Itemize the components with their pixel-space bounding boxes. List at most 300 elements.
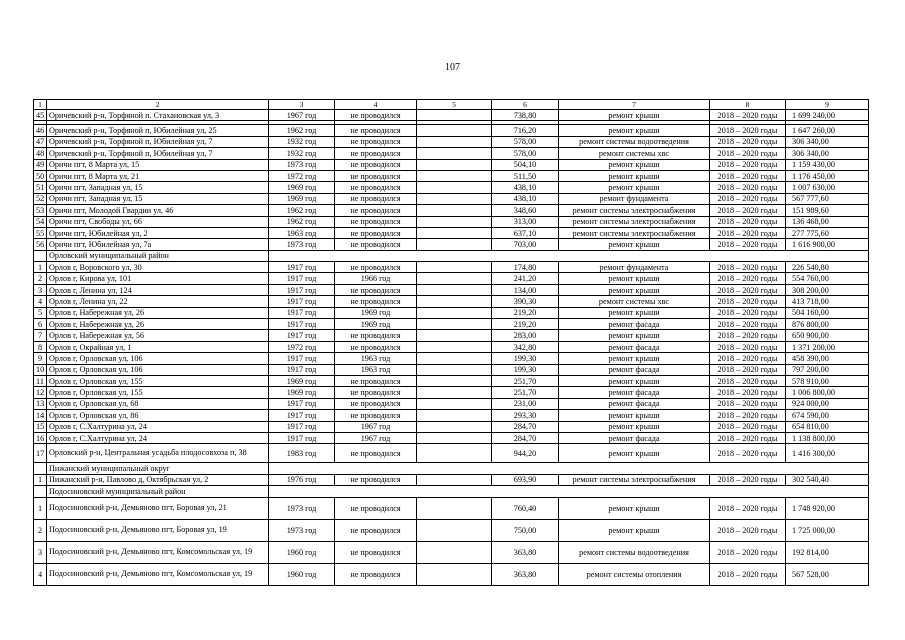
section-empty-cell [269,463,869,474]
cost-cell: 578 910,00 [786,375,869,386]
table-row [34,497,869,519]
extra-cell [417,387,492,398]
last-repair-cell: не проводился [335,387,417,398]
address-cell: Орлов г, С.Халтурина ул, 24 [47,421,269,432]
table-row [34,353,869,364]
table-body [34,100,869,586]
last-repair-cell: не проводился [335,296,417,307]
table-row [34,273,869,284]
year-built-cell: 1976 год [269,474,335,485]
row-number-cell: 51 [34,182,47,193]
cost-cell: 308 200,00 [786,284,869,295]
year-built-cell: 1969 год [269,193,335,204]
area-cell: 693,90 [492,474,559,485]
work-type-cell: ремонт крыши [559,444,710,463]
address-cell: Орлов г, Набережная ул, 26 [47,307,269,318]
last-repair-cell: 1969 год [335,307,417,318]
year-built-cell: 1973 год [269,159,335,170]
work-type-cell: ремонт крыши [559,375,710,386]
period-cell: 2018 – 2020 годы [710,444,786,463]
address-cell: Оричевский р-н, Торфяной п, Юбилейная ул, 7 [47,148,269,159]
address-cell: Орлов г, Орловская ул, 155 [47,375,269,386]
table-row [34,432,869,443]
row-number-cell: 52 [34,193,47,204]
work-type-cell: ремонт крыши [559,125,710,136]
last-repair-cell: не проводился [335,474,417,485]
year-built-cell: 1917 год [269,273,335,284]
repair-register-table [33,99,869,586]
work-type-cell: ремонт крыши [559,159,710,170]
year-built-cell: 1969 год [269,375,335,386]
address-cell: Подосиновский р-н, Демьяново пгт, Комсомольская ул, 19 [47,541,269,563]
extra-cell [417,319,492,330]
work-type-cell: ремонт крыши [559,421,710,432]
area-cell: 219,20 [492,319,559,330]
extra-cell [417,330,492,341]
last-repair-cell: не проводился [335,284,417,295]
municipality-section-row [34,486,869,497]
period-cell: 2018 – 2020 годы [710,375,786,386]
year-built-cell: 1917 год [269,307,335,318]
last-repair-cell: 1963 год [335,364,417,375]
period-cell: 2018 – 2020 годы [710,170,786,181]
cost-cell: 1 416 300,00 [786,444,869,463]
year-built-cell: 1973 год [269,497,335,519]
extra-cell [417,148,492,159]
extra-cell [417,341,492,352]
year-built-cell: 1917 год [269,262,335,273]
year-built-cell: 1917 год [269,284,335,295]
year-built-cell: 1962 год [269,125,335,136]
extra-cell [417,353,492,364]
address-cell: Орлов г, Орловская ул, 155 [47,387,269,398]
year-built-cell: 1963 год [269,227,335,238]
work-type-cell: ремонт фундамента [559,262,710,273]
year-built-cell: 1969 год [269,387,335,398]
work-type-cell: ремонт крыши [559,307,710,318]
row-number-cell: 48 [34,148,47,159]
period-cell: 2018 – 2020 годы [710,307,786,318]
extra-cell [417,216,492,227]
year-built-cell: 1962 год [269,205,335,216]
area-cell: 504,10 [492,159,559,170]
table-row [34,421,869,432]
period-cell: 2018 – 2020 годы [710,330,786,341]
work-type-cell: ремонт крыши [559,330,710,341]
period-cell: 2018 – 2020 годы [710,296,786,307]
work-type-cell: ремонт фасада [559,319,710,330]
table-row [34,398,869,409]
last-repair-cell: не проводился [335,148,417,159]
period-cell: 2018 – 2020 годы [710,563,786,585]
address-cell: Орлов г, Орловская ул, 106 [47,353,269,364]
last-repair-cell: 1966 год [335,273,417,284]
last-repair-cell: не проводился [335,182,417,193]
area-cell: 438,10 [492,182,559,193]
cost-cell: 136 468,00 [786,216,869,227]
extra-cell [417,273,492,284]
column-number-header: 7 [559,100,710,110]
address-cell: Подосиновский р-н, Демьяново пгт, Комсомольская ул, 19 [47,563,269,585]
year-built-cell: 1973 год [269,239,335,250]
extra-cell [417,398,492,409]
area-cell: 231,00 [492,398,559,409]
area-cell: 313,00 [492,216,559,227]
work-type-cell: ремонт крыши [559,410,710,421]
area-cell: 199,30 [492,364,559,375]
extra-cell [417,193,492,204]
area-cell: 716,20 [492,125,559,136]
table-row [34,541,869,563]
cost-cell: 277 775,60 [786,227,869,238]
table-row [34,284,869,295]
area-cell: 284,70 [492,421,559,432]
last-repair-cell: не проводился [335,205,417,216]
cost-cell: 1 138 800,00 [786,432,869,443]
area-cell: 174,80 [492,262,559,273]
column-number-header: 5 [417,100,492,110]
section-empty-cell [269,486,869,497]
year-built-cell: 1969 год [269,182,335,193]
table-row [34,330,869,341]
page-number: 107 [445,62,460,73]
work-type-cell: ремонт системы водоотведения [559,136,710,147]
address-cell: Оричи пгт, 8 Марта ул, 21 [47,170,269,181]
row-number-cell: 4 [34,296,47,307]
row-number-cell: 5 [34,307,47,318]
address-cell: Оричи пгт, Западная ул, 15 [47,193,269,204]
row-number-cell: 56 [34,239,47,250]
row-number-cell: 2 [34,519,47,541]
work-type-cell: ремонт фасада [559,432,710,443]
year-built-cell: 1917 год [269,353,335,364]
period-cell: 2018 – 2020 годы [710,410,786,421]
column-number-header: 3 [269,100,335,110]
year-built-cell: 1932 год [269,136,335,147]
year-built-cell: 1932 год [269,148,335,159]
work-type-cell: ремонт фасада [559,341,710,352]
table-row [34,375,869,386]
area-cell: 251,70 [492,387,559,398]
address-cell: Оричевский р-н, Торфяной п, Юбилейная ул, 7 [47,136,269,147]
area-cell: 637,10 [492,227,559,238]
row-number-cell: 12 [34,387,47,398]
cost-cell: 567 528,00 [786,563,869,585]
period-cell: 2018 – 2020 годы [710,398,786,409]
cost-cell: 504 160,00 [786,307,869,318]
work-type-cell: ремонт системы электроснабжения [559,216,710,227]
work-type-cell: ремонт фундамента [559,193,710,204]
work-type-cell: ремонт крыши [559,273,710,284]
last-repair-cell: 1967 год [335,421,417,432]
year-built-cell: 1917 год [269,364,335,375]
period-cell: 2018 – 2020 годы [710,387,786,398]
period-cell: 2018 – 2020 годы [710,205,786,216]
cost-cell: 302 540,40 [786,474,869,485]
work-type-cell: ремонт крыши [559,284,710,295]
period-cell: 2018 – 2020 годы [710,239,786,250]
cost-cell: 567 777,60 [786,193,869,204]
row-number-cell: 17 [34,444,47,463]
last-repair-cell: не проводился [335,341,417,352]
section-number-cell [34,486,47,497]
address-cell: Оричи пгт, Свободы ул, 66 [47,216,269,227]
row-number-cell: 45 [34,110,47,121]
period-cell: 2018 – 2020 годы [710,125,786,136]
year-built-cell: 1960 год [269,541,335,563]
cost-cell: 1 616 900,00 [786,239,869,250]
column-number-header: 9 [786,100,869,110]
table-row [34,193,869,204]
cost-cell: 1 159 430,00 [786,159,869,170]
last-repair-cell: не проводился [335,497,417,519]
period-cell: 2018 – 2020 годы [710,319,786,330]
work-type-cell: ремонт крыши [559,497,710,519]
row-number-cell: 50 [34,170,47,181]
address-cell: Орлов г, Орловская ул, 86 [47,410,269,421]
cost-cell: 1 176 450,00 [786,170,869,181]
period-cell: 2018 – 2020 годы [710,341,786,352]
last-repair-cell: не проводился [335,375,417,386]
extra-cell [417,136,492,147]
row-number-cell: 15 [34,421,47,432]
area-cell: 284,70 [492,432,559,443]
table-row [34,148,869,159]
extra-cell [417,170,492,181]
area-cell: 283,00 [492,330,559,341]
last-repair-cell: не проводился [335,330,417,341]
section-number-cell [34,463,47,474]
cost-cell: 1 748 920,00 [786,497,869,519]
address-cell: Орлов г, Орловская ул, 106 [47,364,269,375]
last-repair-cell: 1963 год [335,353,417,364]
work-type-cell: ремонт крыши [559,239,710,250]
table-row [34,159,869,170]
work-type-cell: ремонт системы электроснабжения [559,205,710,216]
address-cell: Подосиновский р-н, Демьяново пгт, Боровая ул, 21 [47,497,269,519]
year-built-cell: 1917 год [269,410,335,421]
last-repair-cell: не проводился [335,519,417,541]
last-repair-cell: не проводился [335,170,417,181]
last-repair-cell: 1969 год [335,319,417,330]
table-row [34,205,869,216]
area-cell: 760,40 [492,497,559,519]
period-cell: 2018 – 2020 годы [710,216,786,227]
table-row [34,227,869,238]
address-cell: Оричевский р-н, Торфяной п, Юбилейная ул, 25 [47,125,269,136]
period-cell: 2018 – 2020 годы [710,159,786,170]
extra-cell [417,410,492,421]
row-number-cell: 55 [34,227,47,238]
table-row [34,182,869,193]
period-cell: 2018 – 2020 годы [710,110,786,121]
work-type-cell: ремонт системы отопления [559,563,710,585]
cost-cell: 1 006 800,00 [786,387,869,398]
address-cell: Орлов г, Набережная ул, 26 [47,319,269,330]
table-row [34,341,869,352]
section-empty-cell [269,250,869,261]
year-built-cell: 1917 год [269,432,335,443]
row-number-cell: 1 [34,497,47,519]
work-type-cell: ремонт фасада [559,387,710,398]
last-repair-cell: не проводился [335,159,417,170]
area-cell: 578,00 [492,136,559,147]
period-cell: 2018 – 2020 годы [710,262,786,273]
row-number-cell: 4 [34,563,47,585]
cost-cell: 1 371 200,00 [786,341,869,352]
area-cell: 219,20 [492,307,559,318]
extra-cell [417,262,492,273]
period-cell: 2018 – 2020 годы [710,182,786,193]
area-cell: 750,00 [492,519,559,541]
table-row [34,410,869,421]
row-number-cell: 13 [34,398,47,409]
work-type-cell: ремонт крыши [559,170,710,181]
period-cell: 2018 – 2020 годы [710,541,786,563]
year-built-cell: 1917 год [269,330,335,341]
address-cell: Оричи пгт, Юбилейная ул, 7а [47,239,269,250]
cost-cell: 413 718,00 [786,296,869,307]
address-cell: Оричи пгт, Молодой Гвардии ул, 46 [47,205,269,216]
area-cell: 342,80 [492,341,559,352]
last-repair-cell: не проводился [335,110,417,121]
cost-cell: 306 340,00 [786,136,869,147]
extra-cell [417,182,492,193]
year-built-cell: 1917 год [269,398,335,409]
cost-cell: 650 900,00 [786,330,869,341]
year-built-cell: 1962 год [269,216,335,227]
row-number-cell: 8 [34,341,47,352]
address-cell: Пижанский р-н, Павлово д, Октябрьская ул, 2 [47,474,269,485]
area-cell: 511,50 [492,170,559,181]
table-row [34,110,869,121]
address-cell: Оричи пгт, Юбилейная ул, 2 [47,227,269,238]
column-number-header: 8 [710,100,786,110]
period-cell: 2018 – 2020 годы [710,421,786,432]
address-cell: Орлов г, Ленина ул, 22 [47,296,269,307]
cost-cell: 458 390,00 [786,353,869,364]
municipality-section-title: Подосиновский муниципальный район [47,486,269,497]
address-cell: Подосиновский р-н, Демьяново пгт, Боровая ул, 19 [47,519,269,541]
period-cell: 2018 – 2020 годы [710,148,786,159]
cost-cell: 151 989,60 [786,205,869,216]
year-built-cell: 1972 год [269,341,335,352]
area-cell: 944,20 [492,444,559,463]
column-number-header: 2 [47,100,269,110]
extra-cell [417,239,492,250]
row-number-cell: 47 [34,136,47,147]
row-number-cell: 6 [34,319,47,330]
last-repair-cell: не проводился [335,563,417,585]
section-number-cell [34,250,47,261]
table-row [34,364,869,375]
last-repair-cell: не проводился [335,541,417,563]
table-row [34,239,869,250]
extra-cell [417,296,492,307]
row-number-cell: 1 [34,262,47,273]
period-cell: 2018 – 2020 годы [710,227,786,238]
last-repair-cell: не проводился [335,239,417,250]
address-cell: Орлов г, Набережная ул, 56 [47,330,269,341]
last-repair-cell: не проводился [335,410,417,421]
extra-cell [417,159,492,170]
row-number-cell: 54 [34,216,47,227]
area-cell: 363,80 [492,563,559,585]
year-built-cell: 1960 год [269,563,335,585]
area-cell: 438,10 [492,193,559,204]
cost-cell: 674 590,00 [786,410,869,421]
extra-cell [417,541,492,563]
table-row [34,136,869,147]
row-number-cell: 46 [34,125,47,136]
cost-cell: 1 007 630,00 [786,182,869,193]
extra-cell [417,284,492,295]
work-type-cell: ремонт системы электроснабжения [559,474,710,485]
cost-cell: 1 699 240,00 [786,110,869,121]
table-row [34,387,869,398]
extra-cell [417,444,492,463]
extra-cell [417,497,492,519]
cost-cell: 192 814,00 [786,541,869,563]
work-type-cell: ремонт крыши [559,110,710,121]
area-cell: 348,60 [492,205,559,216]
last-repair-cell: не проводился [335,136,417,147]
table-row [34,474,869,485]
year-built-cell: 1973 год [269,519,335,541]
address-cell: Орлов г, Окрайная ул, 1 [47,341,269,352]
address-cell: Оричи пгт, Западная ул, 15 [47,182,269,193]
cost-cell: 306 340,00 [786,148,869,159]
year-built-cell: 1983 год [269,444,335,463]
row-number-cell: 14 [34,410,47,421]
area-cell: 199,30 [492,353,559,364]
cost-cell: 1 725 000,00 [786,519,869,541]
period-cell: 2018 – 2020 годы [710,353,786,364]
area-cell: 578,00 [492,148,559,159]
last-repair-cell: не проводился [335,216,417,227]
period-cell: 2018 – 2020 годы [710,364,786,375]
row-number-cell: 1 [34,474,47,485]
address-cell: Орлов г, Воровского ул, 30 [47,262,269,273]
table-row [34,216,869,227]
address-cell: Орлов г, Орловская ул, 68 [47,398,269,409]
year-built-cell: 1917 год [269,296,335,307]
period-cell: 2018 – 2020 годы [710,474,786,485]
cost-cell: 226 540,80 [786,262,869,273]
table-row [34,319,869,330]
extra-cell [417,432,492,443]
row-number-cell: 49 [34,159,47,170]
last-repair-cell: 1967 год [335,432,417,443]
cost-cell: 654 810,00 [786,421,869,432]
table-row [34,444,869,463]
row-number-cell: 16 [34,432,47,443]
municipality-section-title: Орловский муниципальный район [47,250,269,261]
extra-cell [417,421,492,432]
extra-cell [417,375,492,386]
row-number-cell: 10 [34,364,47,375]
row-number-cell: 53 [34,205,47,216]
address-cell: Орлов г, Кирова ул, 101 [47,273,269,284]
area-cell: 363,80 [492,541,559,563]
year-built-cell: 1967 год [269,110,335,121]
last-repair-cell: не проводился [335,262,417,273]
work-type-cell: ремонт крыши [559,182,710,193]
year-built-cell: 1972 год [269,170,335,181]
row-number-cell: 3 [34,284,47,295]
municipality-section-row [34,463,869,474]
municipality-section-title: Пижанский муниципальный округ [47,463,269,474]
